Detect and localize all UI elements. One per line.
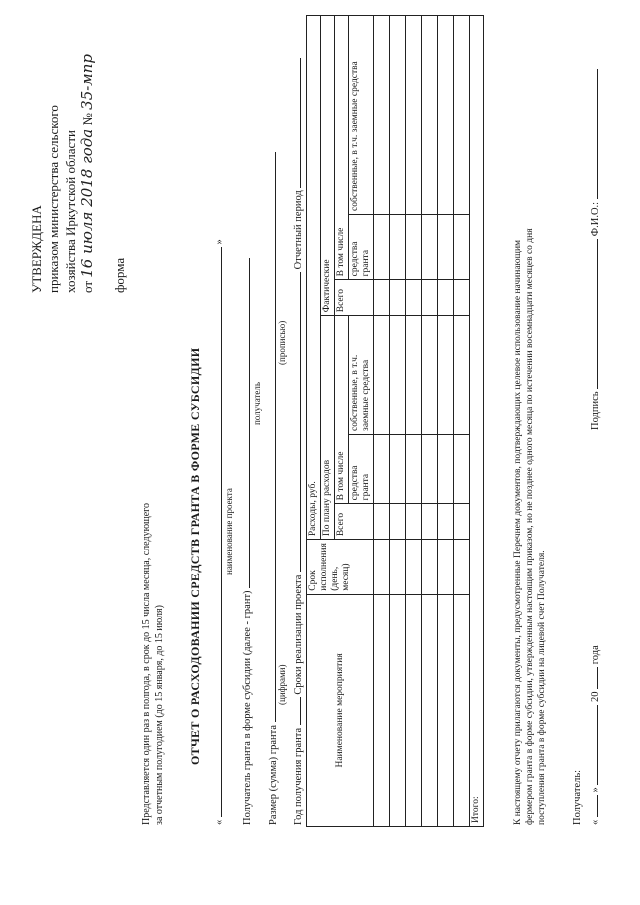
table-cell[interactable] <box>438 504 454 540</box>
table-cell[interactable] <box>438 316 454 435</box>
submission-note-line-2: за отчетным полугодием (до 15 января, до 15 июля) <box>154 605 165 825</box>
table-row <box>374 16 390 827</box>
header-actual-grant-funds: средства гранта <box>349 214 374 279</box>
table-cell[interactable] <box>406 504 422 540</box>
approval-from-label: от <box>80 280 95 293</box>
table-cell[interactable] <box>422 504 438 540</box>
name-field[interactable] <box>586 69 598 199</box>
table-cell[interactable] <box>454 214 470 279</box>
header-actual-total: Всего <box>335 280 374 316</box>
sign-year-field[interactable] <box>586 667 598 689</box>
header-expenses: Расходы, руб. <box>307 16 321 540</box>
table-cell[interactable] <box>454 594 470 826</box>
project-name-line <box>210 239 225 825</box>
table-cell[interactable] <box>438 594 454 826</box>
table-cell[interactable] <box>454 280 470 316</box>
footer-note <box>512 228 548 825</box>
total-row: Итого: <box>470 16 484 827</box>
table-cell[interactable] <box>454 316 470 435</box>
approval-date-handwritten: 16 июля 2018 года <box>78 128 96 278</box>
report-title: ОТЧЕТ О РАСХОДОВАНИИ СРЕДСТВ ГРАНТА В ФОРМЕ СУБСИДИИ <box>188 347 202 765</box>
approval-number-label: № <box>80 113 95 126</box>
recipient-sign-label: Получатель: <box>572 769 583 825</box>
table-cell[interactable] <box>438 540 454 595</box>
recipient-label: Получатель гранта в форме субсидии (далее - грант) <box>242 590 253 825</box>
approval-number-handwritten: 35-мпр <box>78 53 96 110</box>
sign-year-suffix: года <box>590 645 601 665</box>
recipient-sign-line <box>586 69 601 825</box>
table-row <box>390 16 406 827</box>
table-cell[interactable] <box>390 280 406 316</box>
footer-line-3: поступления гранта в форме субсидии на лицевой счет Получателя. <box>537 550 547 825</box>
table-cell[interactable] <box>422 594 438 826</box>
table-row <box>438 16 454 827</box>
table-cell[interactable] <box>390 16 406 215</box>
table-cell[interactable] <box>438 434 454 503</box>
table-cell[interactable] <box>406 540 422 595</box>
footer-line-1: К настоящему отчету прилагаются документы, предусмотренные Перечнем документов, подтверждающих целевое использование начинающим <box>513 239 523 825</box>
table-cell[interactable] <box>390 214 406 279</box>
header-plan-including: В том числе <box>335 316 349 504</box>
approval-block <box>28 54 96 293</box>
table-cell[interactable] <box>422 214 438 279</box>
project-name-field[interactable] <box>210 247 222 817</box>
table-body <box>374 16 470 827</box>
submission-note <box>140 503 166 825</box>
header-plan-total: Всего <box>335 504 374 540</box>
approval-line-1: приказом министерства сельского <box>46 105 61 293</box>
sign-year-prefix: 20 <box>590 691 601 702</box>
header-actual-including: В том числе <box>335 16 349 280</box>
submission-note-line-1: Представляется один раз в полгода, в срок до 15 числа месяца, следующего <box>141 502 152 825</box>
table-cell[interactable] <box>390 594 406 826</box>
table-cell[interactable] <box>438 16 454 215</box>
amount-label: Размер (сумма) гранта <box>268 724 279 825</box>
approval-line-2: хозяйства Иркутской области <box>63 130 78 293</box>
table-cell[interactable] <box>374 504 390 540</box>
table-cell[interactable] <box>390 316 406 435</box>
recipient-caption: получатель <box>252 381 262 425</box>
period-field[interactable] <box>289 58 301 188</box>
table-cell[interactable] <box>374 16 390 215</box>
sign-month-field[interactable] <box>586 705 598 785</box>
table-cell[interactable] <box>454 504 470 540</box>
table-row <box>454 16 470 827</box>
period-label: Отчетный период <box>293 190 304 270</box>
name-label: Ф.И.О.: <box>590 201 601 237</box>
table-cell[interactable] <box>374 316 390 435</box>
expenses-table <box>306 15 484 827</box>
amount-digits-caption: (цифрами) <box>277 664 287 705</box>
signature-field[interactable] <box>586 239 598 389</box>
table-cell[interactable] <box>374 594 390 826</box>
table-cell[interactable] <box>454 540 470 595</box>
table-cell[interactable] <box>406 316 422 435</box>
table-cell[interactable] <box>406 434 422 503</box>
year-field[interactable] <box>289 697 301 725</box>
approval-heading: УТВЕРЖДЕНА <box>29 205 44 293</box>
recipient-line <box>238 258 253 825</box>
form-label: форма <box>112 257 127 293</box>
table-cell[interactable] <box>374 540 390 595</box>
terms-label: Сроки реализации проекта <box>293 574 304 695</box>
amount-field[interactable] <box>264 152 276 722</box>
year-label: Год получения гранта <box>293 727 304 825</box>
table-cell[interactable] <box>406 280 422 316</box>
header-activity: Наименование мероприятия <box>307 594 374 826</box>
table-cell[interactable] <box>422 434 438 503</box>
header-term: Срок исполнения (день, месяц) <box>307 540 374 595</box>
project-open-quote: « <box>214 819 225 825</box>
signature-label: Подпись <box>590 391 601 430</box>
table-row <box>422 16 438 827</box>
table-cell[interactable] <box>374 434 390 503</box>
table-cell[interactable] <box>454 16 470 215</box>
header-actual: Фактические <box>321 16 335 316</box>
header-plan-grant-funds: средства гранта <box>349 434 374 503</box>
table-cell[interactable] <box>422 280 438 316</box>
approval-date-line <box>79 54 96 293</box>
table-cell[interactable] <box>406 214 422 279</box>
table-row <box>406 16 422 827</box>
project-close-quote: » <box>214 239 225 245</box>
amount-line <box>264 152 279 825</box>
terms-field[interactable] <box>289 272 301 572</box>
table-cell[interactable] <box>422 316 438 435</box>
sign-date-close: » <box>590 787 601 793</box>
table-cell[interactable] <box>422 540 438 595</box>
table-cell[interactable] <box>374 214 390 279</box>
header-plan-own-funds: собственные, в т.ч. заемные средства <box>349 316 374 435</box>
table-cell[interactable] <box>438 214 454 279</box>
amount-words-caption: (прописью) <box>277 320 287 365</box>
table-cell[interactable] <box>406 594 422 826</box>
table-cell[interactable] <box>438 280 454 316</box>
table-cell[interactable] <box>422 16 438 215</box>
sign-day-field[interactable] <box>586 795 598 817</box>
table-cell[interactable] <box>454 434 470 503</box>
table-cell[interactable] <box>406 16 422 215</box>
footer-line-2: фермером гранта в форме субсидии, утвержденным настоящим приказом, но не позднее одного месяца по истечении восемнадцати месяцев со дня <box>525 228 535 825</box>
table-cell[interactable] <box>390 504 406 540</box>
table-cell[interactable] <box>374 280 390 316</box>
table-cell[interactable] <box>390 434 406 503</box>
sign-date-open: « <box>590 819 601 825</box>
year-terms-period-line <box>289 58 304 825</box>
recipient-field[interactable] <box>238 258 250 588</box>
header-plan: По плану расходов <box>321 316 335 540</box>
table-cell[interactable] <box>390 540 406 595</box>
header-actual-own-funds: собственные, в т.ч. заемные средства <box>349 16 374 215</box>
project-name-caption: наименование проекта <box>224 488 234 575</box>
